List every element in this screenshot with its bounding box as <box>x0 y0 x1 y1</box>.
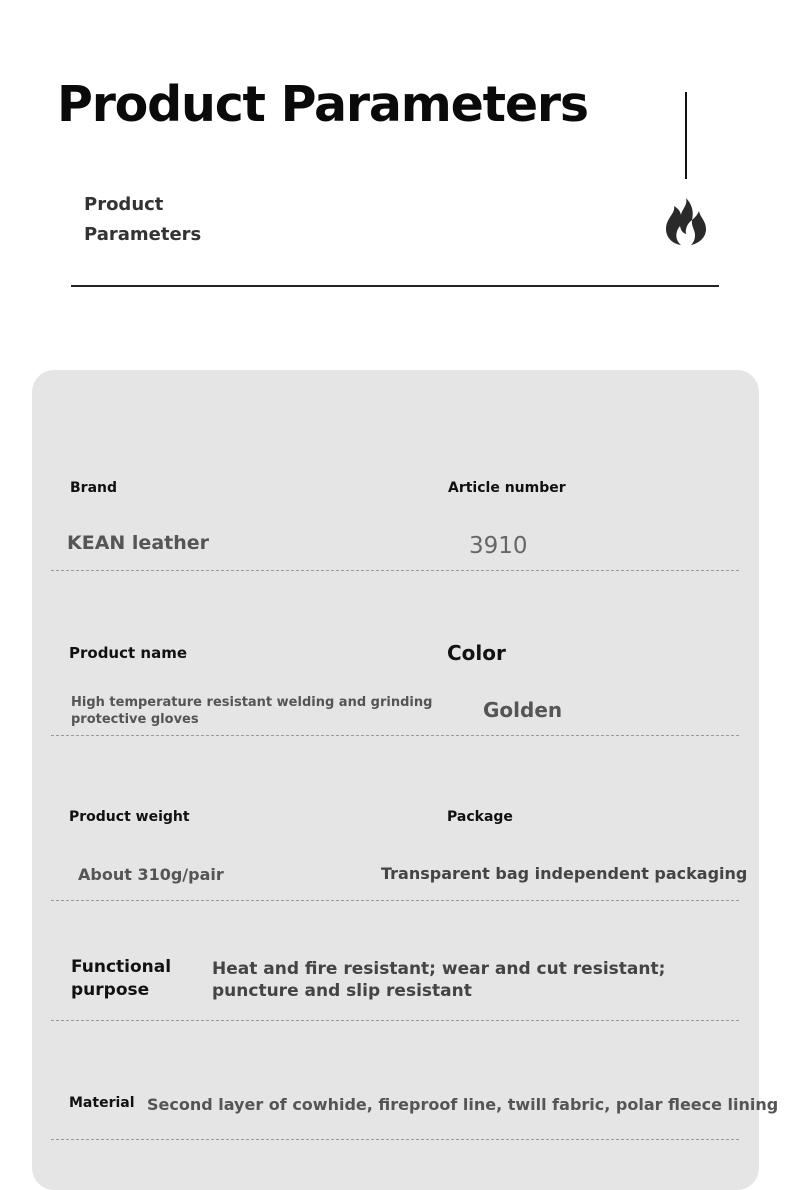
color-label: Color <box>447 641 506 665</box>
color-value: Golden <box>483 698 563 722</box>
product-name-label: Product name <box>69 644 188 662</box>
functional-purpose-label-line: purpose <box>71 980 150 1000</box>
row-divider <box>51 1139 739 1140</box>
row-divider <box>51 900 739 901</box>
functional-purpose-label <box>71 956 171 1002</box>
brand-value: KEAN leather <box>67 532 210 554</box>
functional-purpose-value <box>212 958 665 1002</box>
flame-icon <box>664 196 708 246</box>
material-value: Second layer of cowhide, fireproof line, twill fabric, polar fleece lining <box>147 1095 779 1114</box>
vertical-divider <box>685 92 687 179</box>
row-divider <box>51 735 739 736</box>
subtitle-line: Parameters <box>84 224 202 245</box>
functional-purpose-label-line: Functional <box>71 957 172 977</box>
product-name-value <box>71 694 432 728</box>
material-label: Material <box>69 1095 135 1111</box>
product-name-line: High temperature resistant welding and grinding <box>71 695 433 710</box>
brand-label: Brand <box>70 480 118 496</box>
product-weight-value: About 310g/pair <box>78 865 224 884</box>
package-value: Transparent bag independent packaging <box>381 864 748 883</box>
functional-purpose-value-line: Heat and fire resistant; wear and cut resistant; <box>212 959 666 979</box>
functional-purpose-value-line: puncture and slip resistant <box>212 981 472 1001</box>
parameters-panel <box>32 370 759 1190</box>
article-number-value: 3910 <box>469 533 528 559</box>
row-divider <box>51 1020 739 1021</box>
product-name-line: protective gloves <box>71 712 199 727</box>
article-number-label: Article number <box>448 480 566 496</box>
subtitle-line: Product <box>84 194 164 215</box>
row-divider <box>51 570 739 571</box>
header-rule <box>71 285 719 287</box>
page-title: Product Parameters <box>57 76 588 133</box>
page-subtitle <box>84 190 201 250</box>
product-weight-label: Product weight <box>69 809 190 825</box>
package-label: Package <box>447 809 513 825</box>
